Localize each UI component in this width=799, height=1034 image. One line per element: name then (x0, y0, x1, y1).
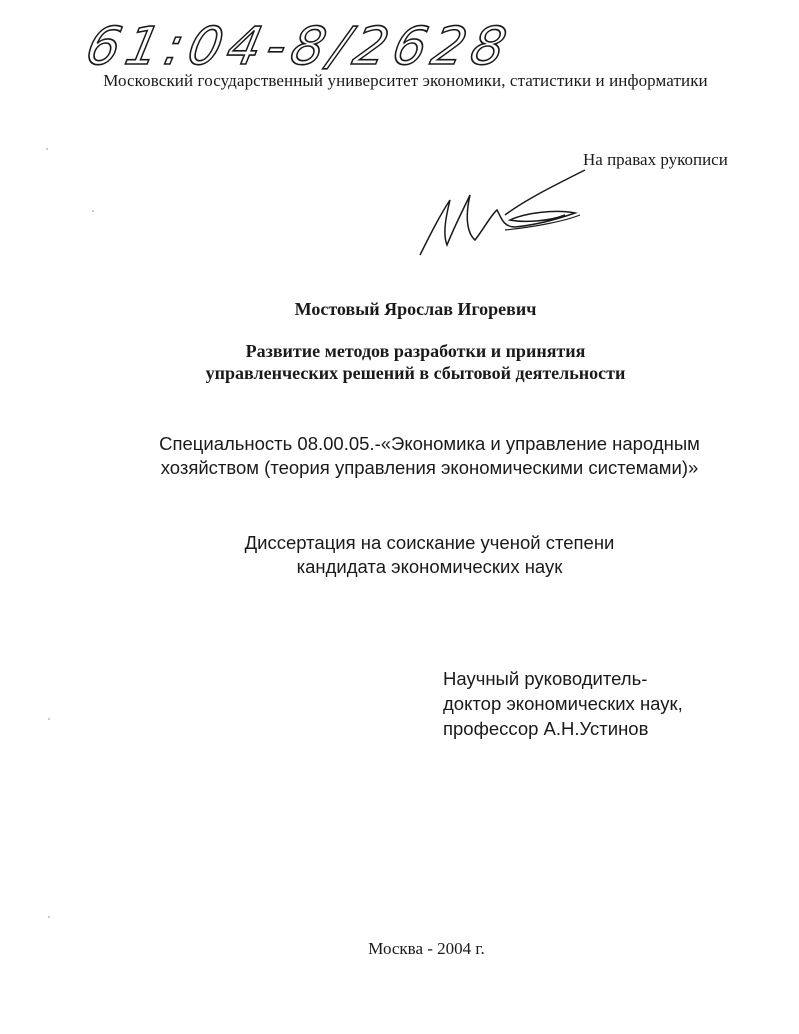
university-name: Московский государственный университет экономики, статистики и информатики (103, 71, 708, 90)
title-line: управленческих решений в сбытовой деятельности (205, 363, 626, 383)
degree-line: кандидата экономических наук (296, 556, 563, 577)
signature-image (405, 165, 605, 265)
supervisor-block (443, 666, 683, 741)
specialty-line: хозяйством (теория управления экономическими системами)» (160, 457, 699, 478)
dissertation-title (0, 340, 799, 384)
specialty-block (0, 432, 799, 480)
title-line: Развитие методов разработки и принятия (245, 341, 586, 361)
rights-note: На правах рукописи (583, 150, 728, 169)
city-year: Москва - 2004 г. (368, 939, 485, 958)
scan-speck (48, 718, 50, 720)
archive-number-text: 61:04-8/2628 (80, 16, 518, 77)
supervisor-line: профессор А.Н.Устинов (443, 718, 649, 739)
scan-speck (46, 148, 48, 150)
scan-speck (48, 916, 50, 918)
specialty-line: Специальность 08.00.05.-«Экономика и управление народным (159, 433, 700, 454)
degree-line: Диссертация на соискание ученой степени (244, 532, 615, 553)
supervisor-line: доктор экономических наук, (443, 693, 683, 714)
author-name: Мостовый Ярослав Игоревич (294, 299, 537, 319)
scan-speck (92, 210, 94, 212)
handwritten-archive-number (80, 6, 518, 77)
degree-statement (0, 531, 799, 579)
supervisor-line: Научный руководитель- (443, 668, 648, 689)
